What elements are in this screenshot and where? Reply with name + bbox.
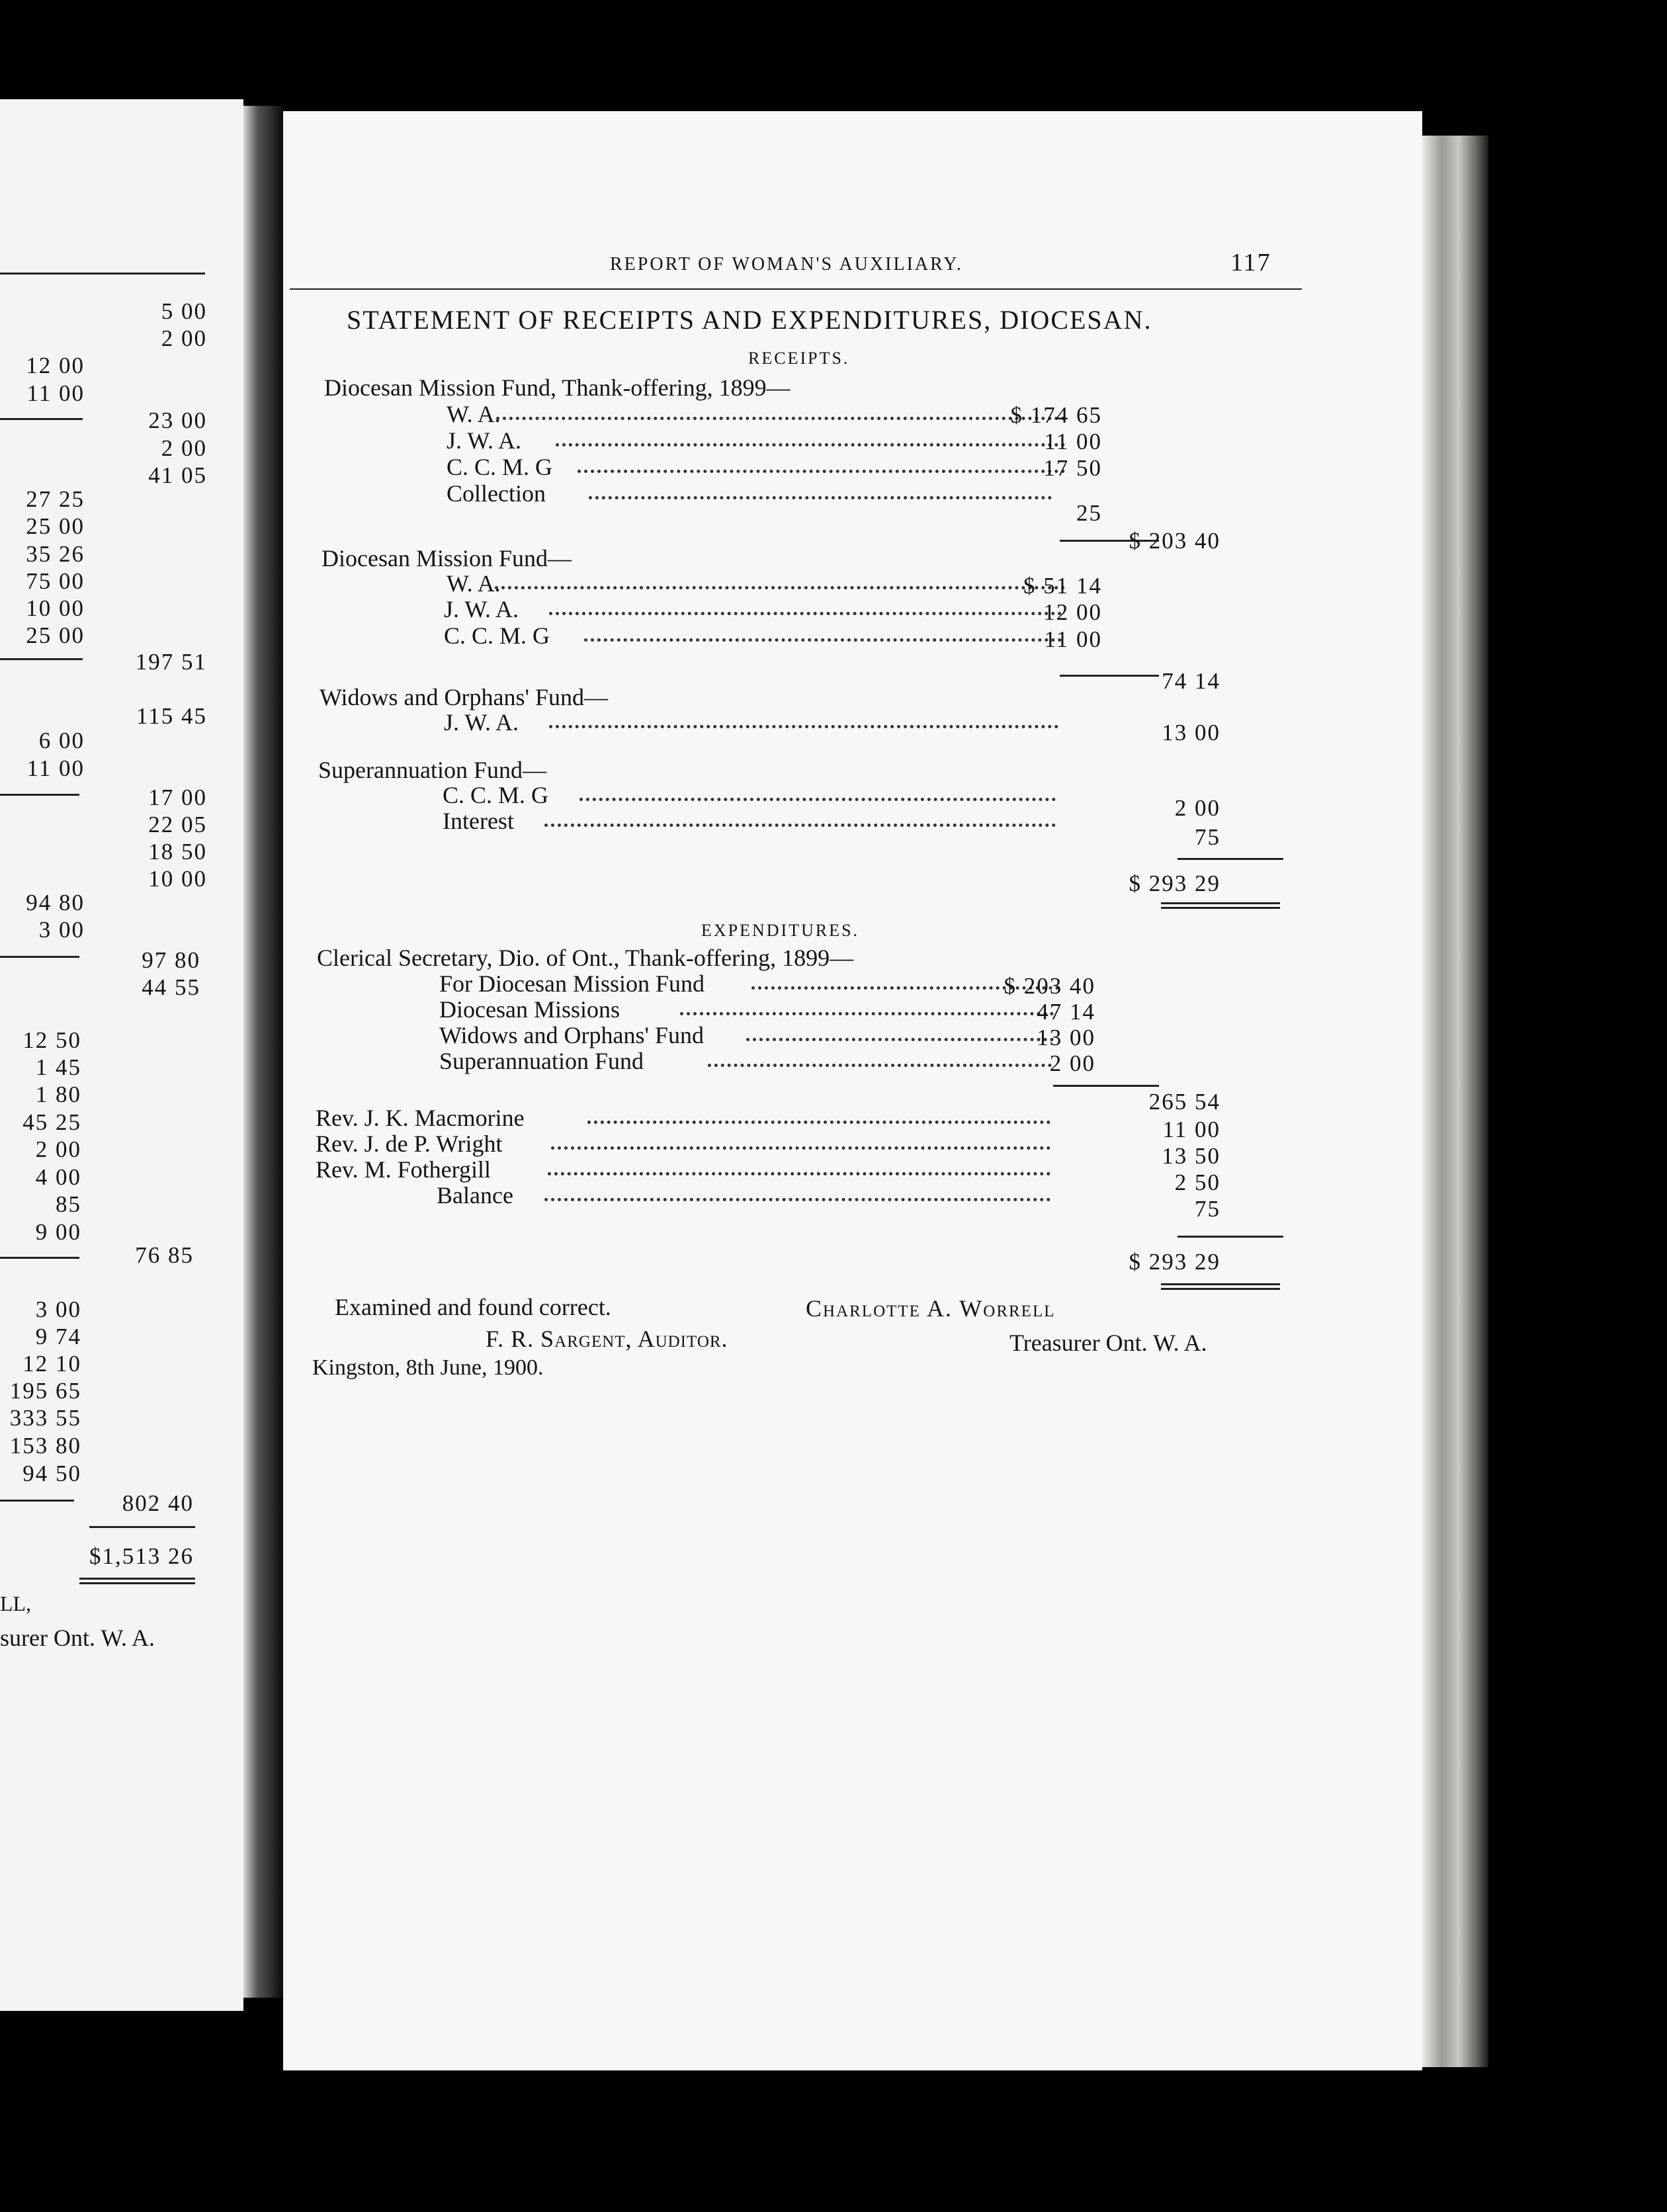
left-amount: 10 00 <box>148 866 207 892</box>
payee-amount: 13 50 <box>1162 1143 1220 1169</box>
payee-label: Rev. J. K. Macmorine <box>316 1105 525 1131</box>
section-label: Diocesan Mission Fund— <box>321 545 572 572</box>
left-amount: 333 55 <box>9 1405 81 1431</box>
left-amount: 11 00 <box>26 755 85 781</box>
leader-dots <box>587 1121 1050 1124</box>
receipts-grand-total: $ 293 29 <box>1129 871 1220 896</box>
left-amount: 41 05 <box>148 462 207 488</box>
payee-label: Rev. J. de P. Wright <box>316 1130 503 1157</box>
section-label: Diocesan Mission Fund, Thank-offering, 1899— <box>324 374 791 401</box>
payee-amount: 75 <box>1195 1196 1220 1222</box>
left-amount: 2 00 <box>35 1136 81 1162</box>
left-facing-page <box>0 99 243 2011</box>
item-amount: 11 00 <box>1044 626 1102 652</box>
item-label: Interest <box>443 808 514 834</box>
left-amount: 4 00 <box>35 1164 81 1190</box>
leader-dots <box>544 1198 1050 1201</box>
section-total: 2 00 <box>1174 795 1220 821</box>
left-amount: 97 80 <box>142 947 200 973</box>
item-label: Diocesan Missions <box>439 996 620 1023</box>
left-amount: 3 00 <box>35 1297 81 1322</box>
left-amount: 197 51 <box>135 649 207 675</box>
left-amount: 44 55 <box>142 974 200 1000</box>
left-amount: 12 50 <box>22 1027 81 1053</box>
item-label: For Diocesan Mission Fund <box>439 970 705 997</box>
item-label: C. C. M. G <box>444 622 550 649</box>
payee-amount: 2 50 <box>1174 1170 1220 1195</box>
right-page <box>283 111 1422 2070</box>
leader-dots <box>584 638 1062 642</box>
item-label: Widows and Orphans' Fund <box>439 1022 705 1048</box>
total-double-rule <box>1161 902 1280 909</box>
leader-dots <box>496 417 1065 420</box>
item-label: Superannuation Fund <box>439 1048 644 1074</box>
left-amount: 25 00 <box>26 622 85 648</box>
left-signature-name: LL, <box>0 1592 32 1615</box>
left-rule <box>0 418 83 420</box>
item-amount: $ 51 14 <box>1023 573 1102 599</box>
treasurer-name: Charlotte A. Worrell <box>806 1295 1056 1322</box>
total-rule <box>1177 1236 1283 1238</box>
left-amount: 25 00 <box>26 513 85 539</box>
left-amount: 153 80 <box>9 1433 81 1459</box>
left-total-rule <box>89 1526 195 1528</box>
item-amount: 47 14 <box>1037 999 1095 1025</box>
left-amount: 802 40 <box>122 1490 194 1516</box>
examined-note: Examined and found correct. <box>335 1294 611 1320</box>
item-label: W. A. <box>447 401 501 427</box>
place-date: Kingston, 8th June, 1900. <box>312 1355 544 1380</box>
item-label: J. W. A. <box>444 709 519 736</box>
item-amount: $ 203 40 <box>1004 973 1095 999</box>
left-amount: 9 74 <box>35 1324 81 1349</box>
leader-dots <box>556 443 1065 447</box>
section-label: Superannuation Fund— <box>318 757 546 783</box>
item-amount: 12 00 <box>1043 599 1102 625</box>
page-edge-stack <box>1422 136 1488 2067</box>
payee-amount: 11 00 <box>1162 1117 1220 1142</box>
item-amount: 2 00 <box>1049 1050 1095 1076</box>
section-total: 75 <box>1195 824 1220 850</box>
left-amount: 12 00 <box>26 353 85 378</box>
left-amount: 27 25 <box>26 486 85 512</box>
total-rule <box>1177 858 1283 860</box>
item-amount: 11 00 <box>1044 429 1102 454</box>
left-rule <box>0 1257 79 1259</box>
expenditures-grand-total: $ 293 29 <box>1129 1249 1220 1275</box>
left-amount: 195 65 <box>9 1378 81 1404</box>
left-rule <box>0 956 79 958</box>
left-amount: 2 00 <box>161 435 207 461</box>
statement-title: STATEMENT OF RECEIPTS AND EXPENDITURES, DIOCESAN. <box>347 305 1152 335</box>
item-amount: 25 <box>1076 500 1102 526</box>
section-total: 265 54 <box>1148 1089 1220 1115</box>
left-rule <box>0 658 83 660</box>
left-amount: 9 00 <box>35 1219 81 1245</box>
item-amount: $ 174 65 <box>1010 402 1102 428</box>
section-label: Widows and Orphans' Fund— <box>320 684 609 710</box>
subtotal-rule <box>1060 675 1159 677</box>
left-amount: 18 50 <box>148 839 207 865</box>
item-label: J. W. A. <box>444 596 519 622</box>
header-rule <box>290 288 1302 290</box>
section-total: 74 14 <box>1162 668 1220 694</box>
left-rule <box>0 1500 74 1502</box>
treasurer-title: Treasurer Ont. W. A. <box>1009 1330 1207 1356</box>
leader-dots <box>495 586 1065 589</box>
left-total-double-rule <box>79 1578 195 1584</box>
left-amount: 22 05 <box>148 812 207 837</box>
auditor-signature: F. R. Sargent, Auditor. <box>486 1326 728 1352</box>
left-amount: 94 50 <box>22 1461 81 1486</box>
item-amount: 13 00 <box>1037 1025 1095 1050</box>
leader-dots <box>549 725 1058 728</box>
item-label: J. W. A. <box>447 427 522 454</box>
item-label: C. C. M. G <box>447 454 553 480</box>
payee-label: Rev. M. Fothergill <box>316 1156 492 1183</box>
left-signature-title: surer Ont. W. A. <box>0 1625 155 1651</box>
leader-dots <box>548 1172 1050 1175</box>
left-amount: 10 00 <box>26 595 85 621</box>
left-amount: 76 85 <box>135 1242 194 1268</box>
leader-dots <box>551 1146 1050 1150</box>
leader-dots <box>708 1064 1052 1067</box>
left-amount: 35 26 <box>26 541 85 567</box>
left-amount: 85 <box>56 1191 81 1217</box>
section-label: Clerical Secretary, Dio. of Ont., Thank-offering, 1899— <box>317 945 854 971</box>
item-label: C. C. M. G <box>443 782 549 808</box>
left-amount: 17 00 <box>148 785 207 810</box>
leader-dots <box>549 612 1062 615</box>
left-header-rule <box>0 273 205 275</box>
section-total: $ 203 40 <box>1129 528 1220 554</box>
left-amount: 3 00 <box>38 917 85 943</box>
leader-dots <box>544 824 1056 827</box>
leader-dots <box>589 496 1052 499</box>
left-amount: 75 00 <box>26 568 85 594</box>
left-amount: 45 25 <box>22 1109 81 1135</box>
left-amount: 1 45 <box>35 1054 81 1080</box>
total-double-rule <box>1161 1283 1280 1290</box>
left-amount: 23 00 <box>148 407 207 433</box>
left-amount: 1 80 <box>35 1082 81 1107</box>
running-title: REPORT OF WOMAN'S AUXILIARY. <box>610 254 963 275</box>
leader-dots <box>577 470 1065 473</box>
left-amount: 94 80 <box>26 890 85 915</box>
section-total: 13 00 <box>1162 720 1220 745</box>
left-amount: 5 00 <box>161 298 207 324</box>
left-grand-total: $1,513 26 <box>89 1543 194 1569</box>
left-amount: 2 00 <box>161 325 207 351</box>
item-amount: 17 50 <box>1043 455 1102 481</box>
leader-dots <box>579 798 1056 801</box>
left-amount: 12 10 <box>22 1351 81 1377</box>
receipts-heading: RECEIPTS. <box>748 349 850 368</box>
expenditures-heading: EXPENDITURES. <box>701 921 860 940</box>
page-number: 117 <box>1230 249 1271 276</box>
leader-dots <box>680 1012 1054 1015</box>
left-amount: 115 45 <box>136 703 207 729</box>
leader-dots <box>746 1038 1054 1041</box>
subtotal-rule <box>1053 1085 1159 1087</box>
item-label: W. A. <box>447 570 501 597</box>
left-amount: 6 00 <box>38 728 85 753</box>
book-gutter <box>243 106 283 1998</box>
payee-label: Balance <box>437 1182 513 1209</box>
left-rule <box>0 794 79 796</box>
left-amount: 11 00 <box>26 380 85 406</box>
item-label: Collection <box>447 480 546 507</box>
